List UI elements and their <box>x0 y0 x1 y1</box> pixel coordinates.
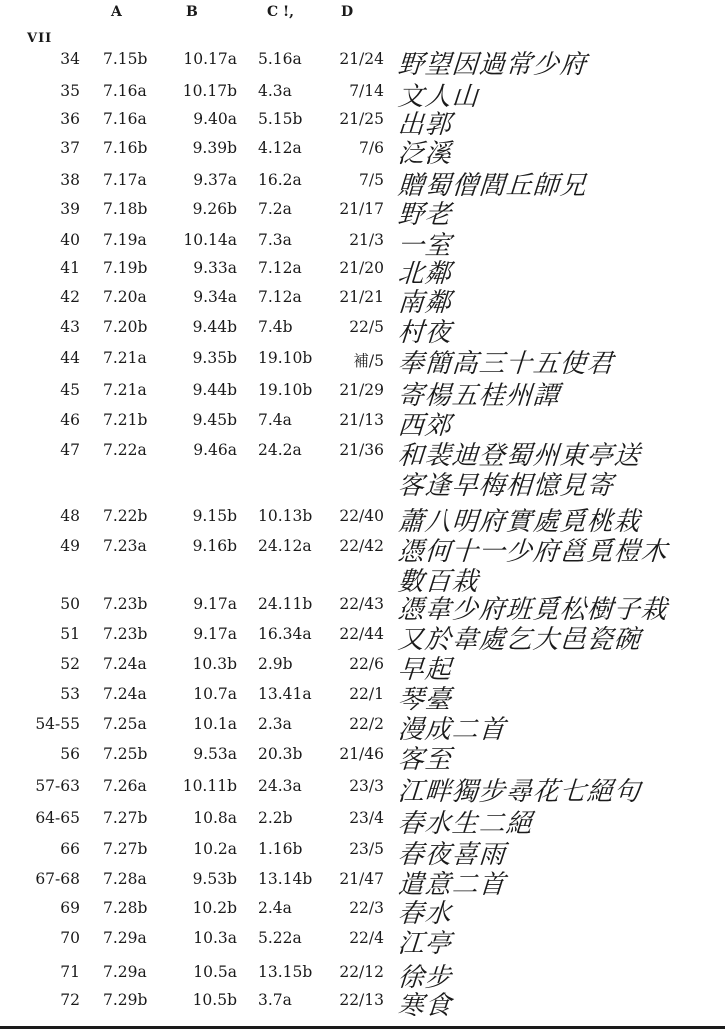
poem-title: 野老 <box>396 200 453 230</box>
value-b: 10.2a <box>193 840 237 858</box>
value-d: 21/13 <box>339 411 384 429</box>
value-b: 9.15b <box>192 507 237 525</box>
column-header-d: D <box>341 4 354 20</box>
table-row <box>0 715 725 743</box>
value-b: 9.34a <box>193 288 237 306</box>
poem-title: 南鄰 <box>396 288 453 318</box>
table-row <box>0 870 725 898</box>
row-number: 45 <box>60 381 80 399</box>
row-number: 50 <box>60 595 80 613</box>
value-a: 7.16a <box>103 82 147 100</box>
value-b: 10.3b <box>192 655 237 673</box>
row-number: 69 <box>60 899 80 917</box>
row-number: 38 <box>60 171 80 189</box>
poem-title: 琴臺 <box>396 685 453 715</box>
value-b: 10.3a <box>193 929 237 947</box>
value-c: 4.12a <box>258 139 302 157</box>
value-c: 24.11b <box>258 595 313 613</box>
value-d: 23/5 <box>349 840 384 858</box>
row-number: 66 <box>60 840 80 858</box>
value-a: 7.21a <box>103 381 147 399</box>
poem-title: 贈蜀僧閭丘師兄 <box>396 171 588 201</box>
value-d: 21/3 <box>349 231 384 249</box>
value-c: 2.9b <box>258 655 293 673</box>
table-row <box>0 655 725 683</box>
value-d: 22/5 <box>349 318 384 336</box>
value-a: 7.27b <box>103 809 148 827</box>
poem-title-continued: 數百栽 <box>396 567 480 597</box>
value-a: 7.19a <box>103 231 147 249</box>
value-d: 22/40 <box>339 507 384 525</box>
value-c: 2.2b <box>258 809 293 827</box>
poem-title: 寒食 <box>396 991 453 1021</box>
table-row <box>0 288 725 316</box>
row-number: 71 <box>60 963 80 981</box>
poem-title: 早起 <box>396 655 453 685</box>
value-a: 7.24a <box>103 655 147 673</box>
section-label: VII <box>27 31 53 46</box>
value-b: 9.46a <box>193 441 237 459</box>
value-c: 16.34a <box>258 625 312 643</box>
value-b: 9.17a <box>193 595 237 613</box>
column-header-c: C !, <box>267 4 295 20</box>
value-a: 7.22a <box>103 441 147 459</box>
value-c: 5.15b <box>258 110 303 128</box>
bottom-rule <box>0 1026 725 1029</box>
value-b: 9.33a <box>193 259 237 277</box>
value-a: 7.16b <box>103 139 148 157</box>
value-a: 7.26a <box>103 777 147 795</box>
value-a: 7.21a <box>103 349 147 367</box>
row-number: 67-68 <box>35 870 80 888</box>
poem-title: 奉簡高三十五使君 <box>396 349 615 379</box>
row-number: 53 <box>60 685 80 703</box>
table-row <box>0 777 725 805</box>
row-number: 52 <box>60 655 80 673</box>
value-c: 13.15b <box>258 963 313 981</box>
poem-title: 蕭八明府實處覓桃栽 <box>396 507 642 537</box>
value-a: 7.29b <box>103 991 148 1009</box>
value-a: 7.20b <box>103 318 148 336</box>
row-number: 64-65 <box>35 809 80 827</box>
column-header-b: B <box>186 4 198 20</box>
value-d: 21/25 <box>339 110 384 128</box>
table-row <box>0 110 725 138</box>
value-d: 21/29 <box>339 381 384 399</box>
value-d: 22/44 <box>339 625 384 643</box>
table-row <box>0 809 725 837</box>
value-b: 9.53b <box>192 870 237 888</box>
poem-title: 江亭 <box>396 929 453 959</box>
value-c: 19.10b <box>258 349 313 367</box>
value-b: 9.17a <box>193 625 237 643</box>
value-a: 7.20a <box>103 288 147 306</box>
value-a: 7.25b <box>103 745 148 763</box>
poem-title-continued: 客逢早梅相憶見寄 <box>396 471 615 501</box>
value-b: 9.35b <box>192 349 237 367</box>
value-d: 21/36 <box>339 441 384 459</box>
value-a: 7.17a <box>103 171 147 189</box>
value-a: 7.23b <box>103 595 148 613</box>
row-number: 42 <box>60 288 80 306</box>
table-row <box>0 171 725 199</box>
table-row <box>0 899 725 927</box>
value-a: 7.16a <box>103 110 147 128</box>
value-c: 10.13b <box>258 507 313 525</box>
poem-title: 漫成二首 <box>396 715 507 745</box>
value-b: 9.37a <box>193 171 237 189</box>
value-b: 10.11b <box>182 777 237 795</box>
row-number: 48 <box>60 507 80 525</box>
value-c: 16.2a <box>258 171 302 189</box>
value-c: 19.10b <box>258 381 313 399</box>
value-b: 9.40a <box>193 110 237 128</box>
value-c: 5.16a <box>258 50 302 68</box>
table-row <box>0 349 725 377</box>
value-a: 7.28a <box>103 870 147 888</box>
value-b: 10.17a <box>183 50 237 68</box>
table-row <box>0 625 725 653</box>
poem-title: 又於韋處乞大邑瓷碗 <box>396 625 642 655</box>
value-b: 10.5a <box>193 963 237 981</box>
value-d: 22/4 <box>349 929 384 947</box>
value-d: 21/46 <box>339 745 384 763</box>
value-b: 9.53a <box>193 745 237 763</box>
value-c: 3.7a <box>258 991 292 1009</box>
value-d: 22/43 <box>339 595 384 613</box>
value-b: 10.5b <box>192 991 237 1009</box>
value-a: 7.19b <box>103 259 148 277</box>
row-number: 36 <box>60 110 80 128</box>
value-c: 7.4b <box>258 318 293 336</box>
value-b: 10.2b <box>192 899 237 917</box>
value-a: 7.29a <box>103 929 147 947</box>
row-number: 44 <box>60 349 80 367</box>
table-row <box>0 259 725 287</box>
row-number: 35 <box>60 82 80 100</box>
value-a: 7.29a <box>103 963 147 981</box>
poem-title: 江畔獨步尋花七絕句 <box>396 777 642 807</box>
value-c: 7.4a <box>258 411 292 429</box>
row-number: 49 <box>60 537 80 555</box>
row-number: 37 <box>60 139 80 157</box>
poem-title: 和裴迪登蜀州東亭送 <box>396 441 642 471</box>
value-d: 22/13 <box>339 991 384 1009</box>
value-d: 21/20 <box>339 259 384 277</box>
value-d: 23/3 <box>349 777 384 795</box>
value-a: 7.25a <box>103 715 147 733</box>
row-number: 43 <box>60 318 80 336</box>
table-row <box>0 929 725 957</box>
value-d: 22/6 <box>349 655 384 673</box>
value-c: 4.3a <box>258 82 292 100</box>
table-row <box>0 537 725 597</box>
row-number: 57-63 <box>35 777 80 795</box>
value-d: 21/24 <box>339 50 384 68</box>
table-row <box>0 200 725 228</box>
poem-title: 遣意二首 <box>396 870 507 900</box>
poem-title: 春水生二絕 <box>396 809 534 839</box>
value-a: 7.28b <box>103 899 148 917</box>
poem-title: 徐步 <box>396 963 453 993</box>
table-row <box>0 685 725 713</box>
value-a: 7.21b <box>103 411 148 429</box>
poem-title: 春夜喜雨 <box>396 840 507 870</box>
value-a: 7.22b <box>103 507 148 525</box>
value-d: 22/42 <box>339 537 384 555</box>
value-d: 21/47 <box>339 870 384 888</box>
value-c: 5.22a <box>258 929 302 947</box>
value-d: 補/5 <box>353 352 384 370</box>
value-a: 7.15b <box>103 50 148 68</box>
poem-title: 客至 <box>396 745 453 775</box>
value-c: 2.3a <box>258 715 292 733</box>
poem-title: 村夜 <box>396 318 453 348</box>
row-number: 40 <box>60 231 80 249</box>
value-d: 7/14 <box>349 82 384 100</box>
value-d: 23/4 <box>349 809 384 827</box>
value-c: 7.12a <box>258 259 302 277</box>
row-number: 51 <box>60 625 80 643</box>
poem-title: 文人山 <box>396 82 480 112</box>
poem-title: 憑何十一少府邕覓榿木 <box>396 537 669 567</box>
value-a: 7.24a <box>103 685 147 703</box>
value-c: 13.14b <box>258 870 313 888</box>
poem-title: 北鄰 <box>396 259 453 289</box>
table-row <box>0 991 725 1019</box>
poem-title: 一室 <box>396 231 453 261</box>
value-d: 7/5 <box>359 171 384 189</box>
value-a: 7.23b <box>103 625 148 643</box>
table-row <box>0 318 725 346</box>
value-a: 7.18b <box>103 200 148 218</box>
value-c: 7.2a <box>258 200 292 218</box>
value-b: 10.1a <box>193 715 237 733</box>
value-c: 24.3a <box>258 777 302 795</box>
table-row <box>0 231 725 259</box>
value-c: 1.16b <box>258 840 303 858</box>
poem-title: 春水 <box>396 899 453 929</box>
table-row <box>0 82 725 110</box>
value-b: 9.39b <box>192 139 237 157</box>
row-number: 41 <box>60 259 80 277</box>
value-b: 10.17b <box>182 82 237 100</box>
row-number: 56 <box>60 745 80 763</box>
value-d: 22/1 <box>349 685 384 703</box>
row-number: 70 <box>60 929 80 947</box>
row-number: 46 <box>60 411 80 429</box>
row-number: 39 <box>60 200 80 218</box>
column-header-a: A <box>111 4 122 20</box>
value-b: 9.44b <box>192 381 237 399</box>
poem-title: 泛溪 <box>396 139 453 169</box>
value-b: 9.26b <box>192 200 237 218</box>
table-row <box>0 441 725 501</box>
value-c: 7.3a <box>258 231 292 249</box>
value-c: 24.12a <box>258 537 312 555</box>
poem-title: 出郭 <box>396 110 453 140</box>
value-d: 22/2 <box>349 715 384 733</box>
poem-title: 憑韋少府班覓松樹子栽 <box>396 595 669 625</box>
row-number: 54-55 <box>35 715 80 733</box>
row-number: 34 <box>60 50 80 68</box>
value-b: 9.44b <box>192 318 237 336</box>
row-number: 72 <box>60 991 80 1009</box>
value-c: 7.12a <box>258 288 302 306</box>
value-c: 13.41a <box>258 685 312 703</box>
table-row <box>0 963 725 991</box>
table-row <box>0 50 725 78</box>
value-a: 7.27b <box>103 840 148 858</box>
row-number: 47 <box>60 441 80 459</box>
value-b: 10.14a <box>183 231 237 249</box>
value-d: 22/3 <box>349 899 384 917</box>
value-d: 22/12 <box>339 963 384 981</box>
value-c: 2.4a <box>258 899 292 917</box>
value-c: 24.2a <box>258 441 302 459</box>
poem-title: 野望因過常少府 <box>396 50 588 80</box>
table-row <box>0 745 725 773</box>
poem-title: 西郊 <box>396 411 453 441</box>
value-d: 21/21 <box>339 288 384 306</box>
value-b: 9.45b <box>192 411 237 429</box>
table-row <box>0 381 725 409</box>
value-c: 20.3b <box>258 745 303 763</box>
value-d: 21/17 <box>339 200 384 218</box>
value-b: 10.8a <box>193 809 237 827</box>
value-a: 7.23a <box>103 537 147 555</box>
poem-title: 寄楊五桂州譚 <box>396 381 561 411</box>
value-b: 9.16b <box>192 537 237 555</box>
table-row <box>0 139 725 167</box>
value-b: 10.7a <box>193 685 237 703</box>
table-row <box>0 840 725 868</box>
value-d: 7/6 <box>359 139 384 157</box>
